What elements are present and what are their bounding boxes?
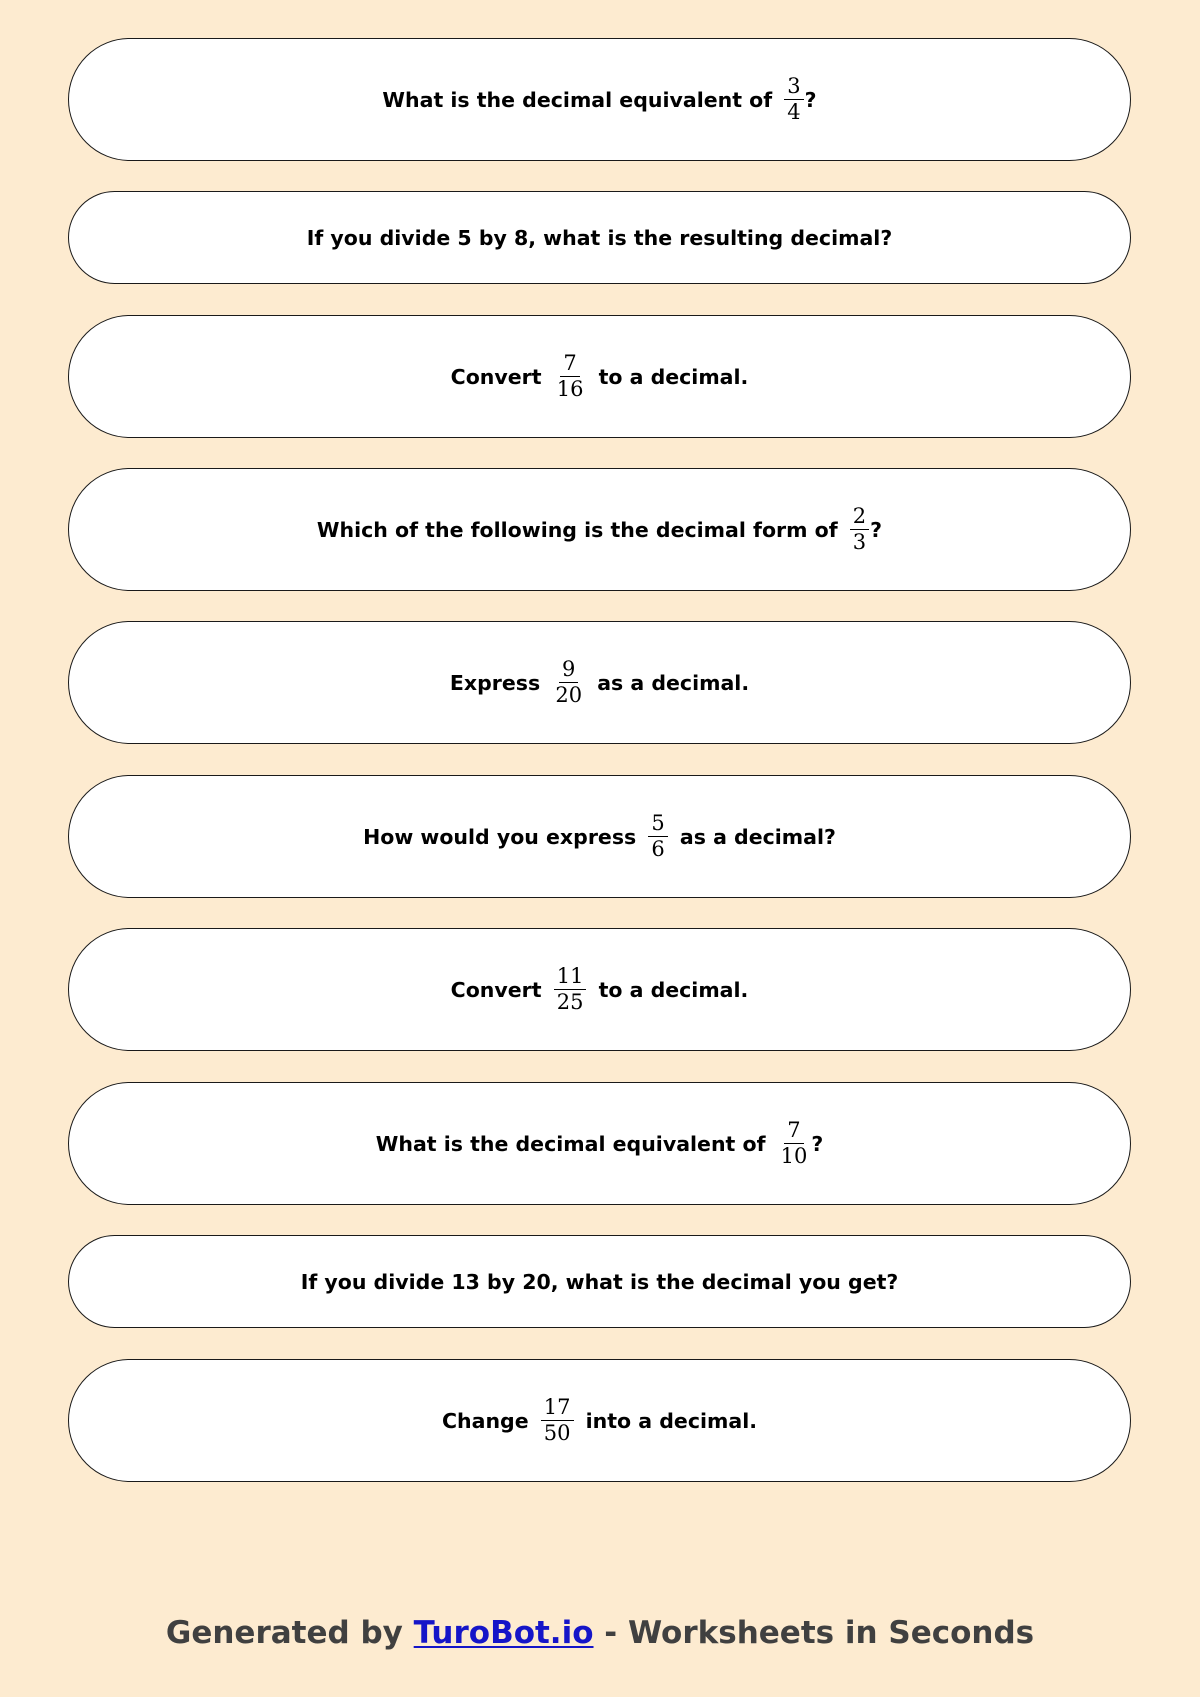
- fraction-denominator: 16: [556, 377, 584, 401]
- footer-suffix: - Worksheets in Seconds: [593, 1615, 1035, 1651]
- question-text: How would you express: [363, 824, 644, 849]
- fraction-denominator: 20: [555, 683, 583, 707]
- question-card-9: [68, 1235, 1131, 1328]
- question-text: Convert: [450, 364, 549, 389]
- footer: [0, 1615, 1200, 1651]
- question-card-4: [68, 468, 1131, 591]
- question-text: If you divide 13 by 20, what is the decimal you get?: [300, 1269, 899, 1294]
- question-text: If you divide 5 by 8, what is the resulting decimal?: [306, 225, 893, 250]
- fraction-numerator: 17: [541, 1396, 574, 1421]
- question-card-5: [68, 621, 1131, 744]
- fraction-numerator: 3: [784, 75, 803, 100]
- question-text: as a decimal?: [672, 824, 836, 849]
- question-text: to a decimal.: [591, 364, 749, 389]
- fraction-denominator: 10: [780, 1144, 808, 1168]
- question-text: ?: [870, 517, 883, 542]
- question-text: to a decimal.: [591, 977, 749, 1002]
- fraction-denominator: 6: [651, 837, 665, 861]
- fraction-denominator: 3: [852, 530, 867, 554]
- fraction-numerator: 5: [648, 812, 667, 837]
- fraction-denominator: 4: [787, 100, 801, 124]
- fraction: [648, 812, 667, 860]
- question-card-6: [68, 775, 1131, 898]
- question-card-8: [68, 1082, 1131, 1205]
- fraction-numerator: 9: [559, 658, 578, 683]
- fraction: [850, 505, 869, 553]
- question-text: What is the decimal equivalent of: [375, 1131, 773, 1156]
- fraction-numerator: 7: [784, 1119, 803, 1144]
- question-card-1: [68, 38, 1131, 161]
- question-text: ?: [811, 1131, 824, 1156]
- fraction-denominator: 50: [543, 1421, 571, 1445]
- fraction-numerator: 7: [560, 352, 579, 377]
- question-text: as a decimal.: [590, 670, 750, 695]
- fraction: [552, 658, 585, 706]
- question-text: Which of the following is the decimal form of: [316, 517, 845, 542]
- fraction: [778, 1119, 811, 1167]
- fraction: [541, 1396, 574, 1444]
- fraction-numerator: 11: [554, 965, 587, 990]
- fraction: [554, 965, 587, 1013]
- fraction-numerator: 2: [850, 505, 869, 530]
- question-text: ?: [804, 87, 817, 112]
- question-text: Change: [441, 1408, 536, 1433]
- question-card-7: [68, 928, 1131, 1051]
- turobot-link[interactable]: TuroBot.io: [413, 1615, 594, 1651]
- question-card-2: [68, 191, 1131, 284]
- fraction: [784, 75, 803, 123]
- question-card-10: [68, 1359, 1131, 1482]
- question-text: Convert: [450, 977, 549, 1002]
- footer-prefix: Generated by: [165, 1615, 414, 1651]
- question-text: What is the decimal equivalent of: [382, 87, 780, 112]
- fraction: [554, 352, 587, 400]
- question-card-3: [68, 315, 1131, 438]
- fraction-denominator: 25: [556, 990, 584, 1014]
- question-text: into a decimal.: [578, 1408, 758, 1433]
- question-text: Express: [449, 670, 548, 695]
